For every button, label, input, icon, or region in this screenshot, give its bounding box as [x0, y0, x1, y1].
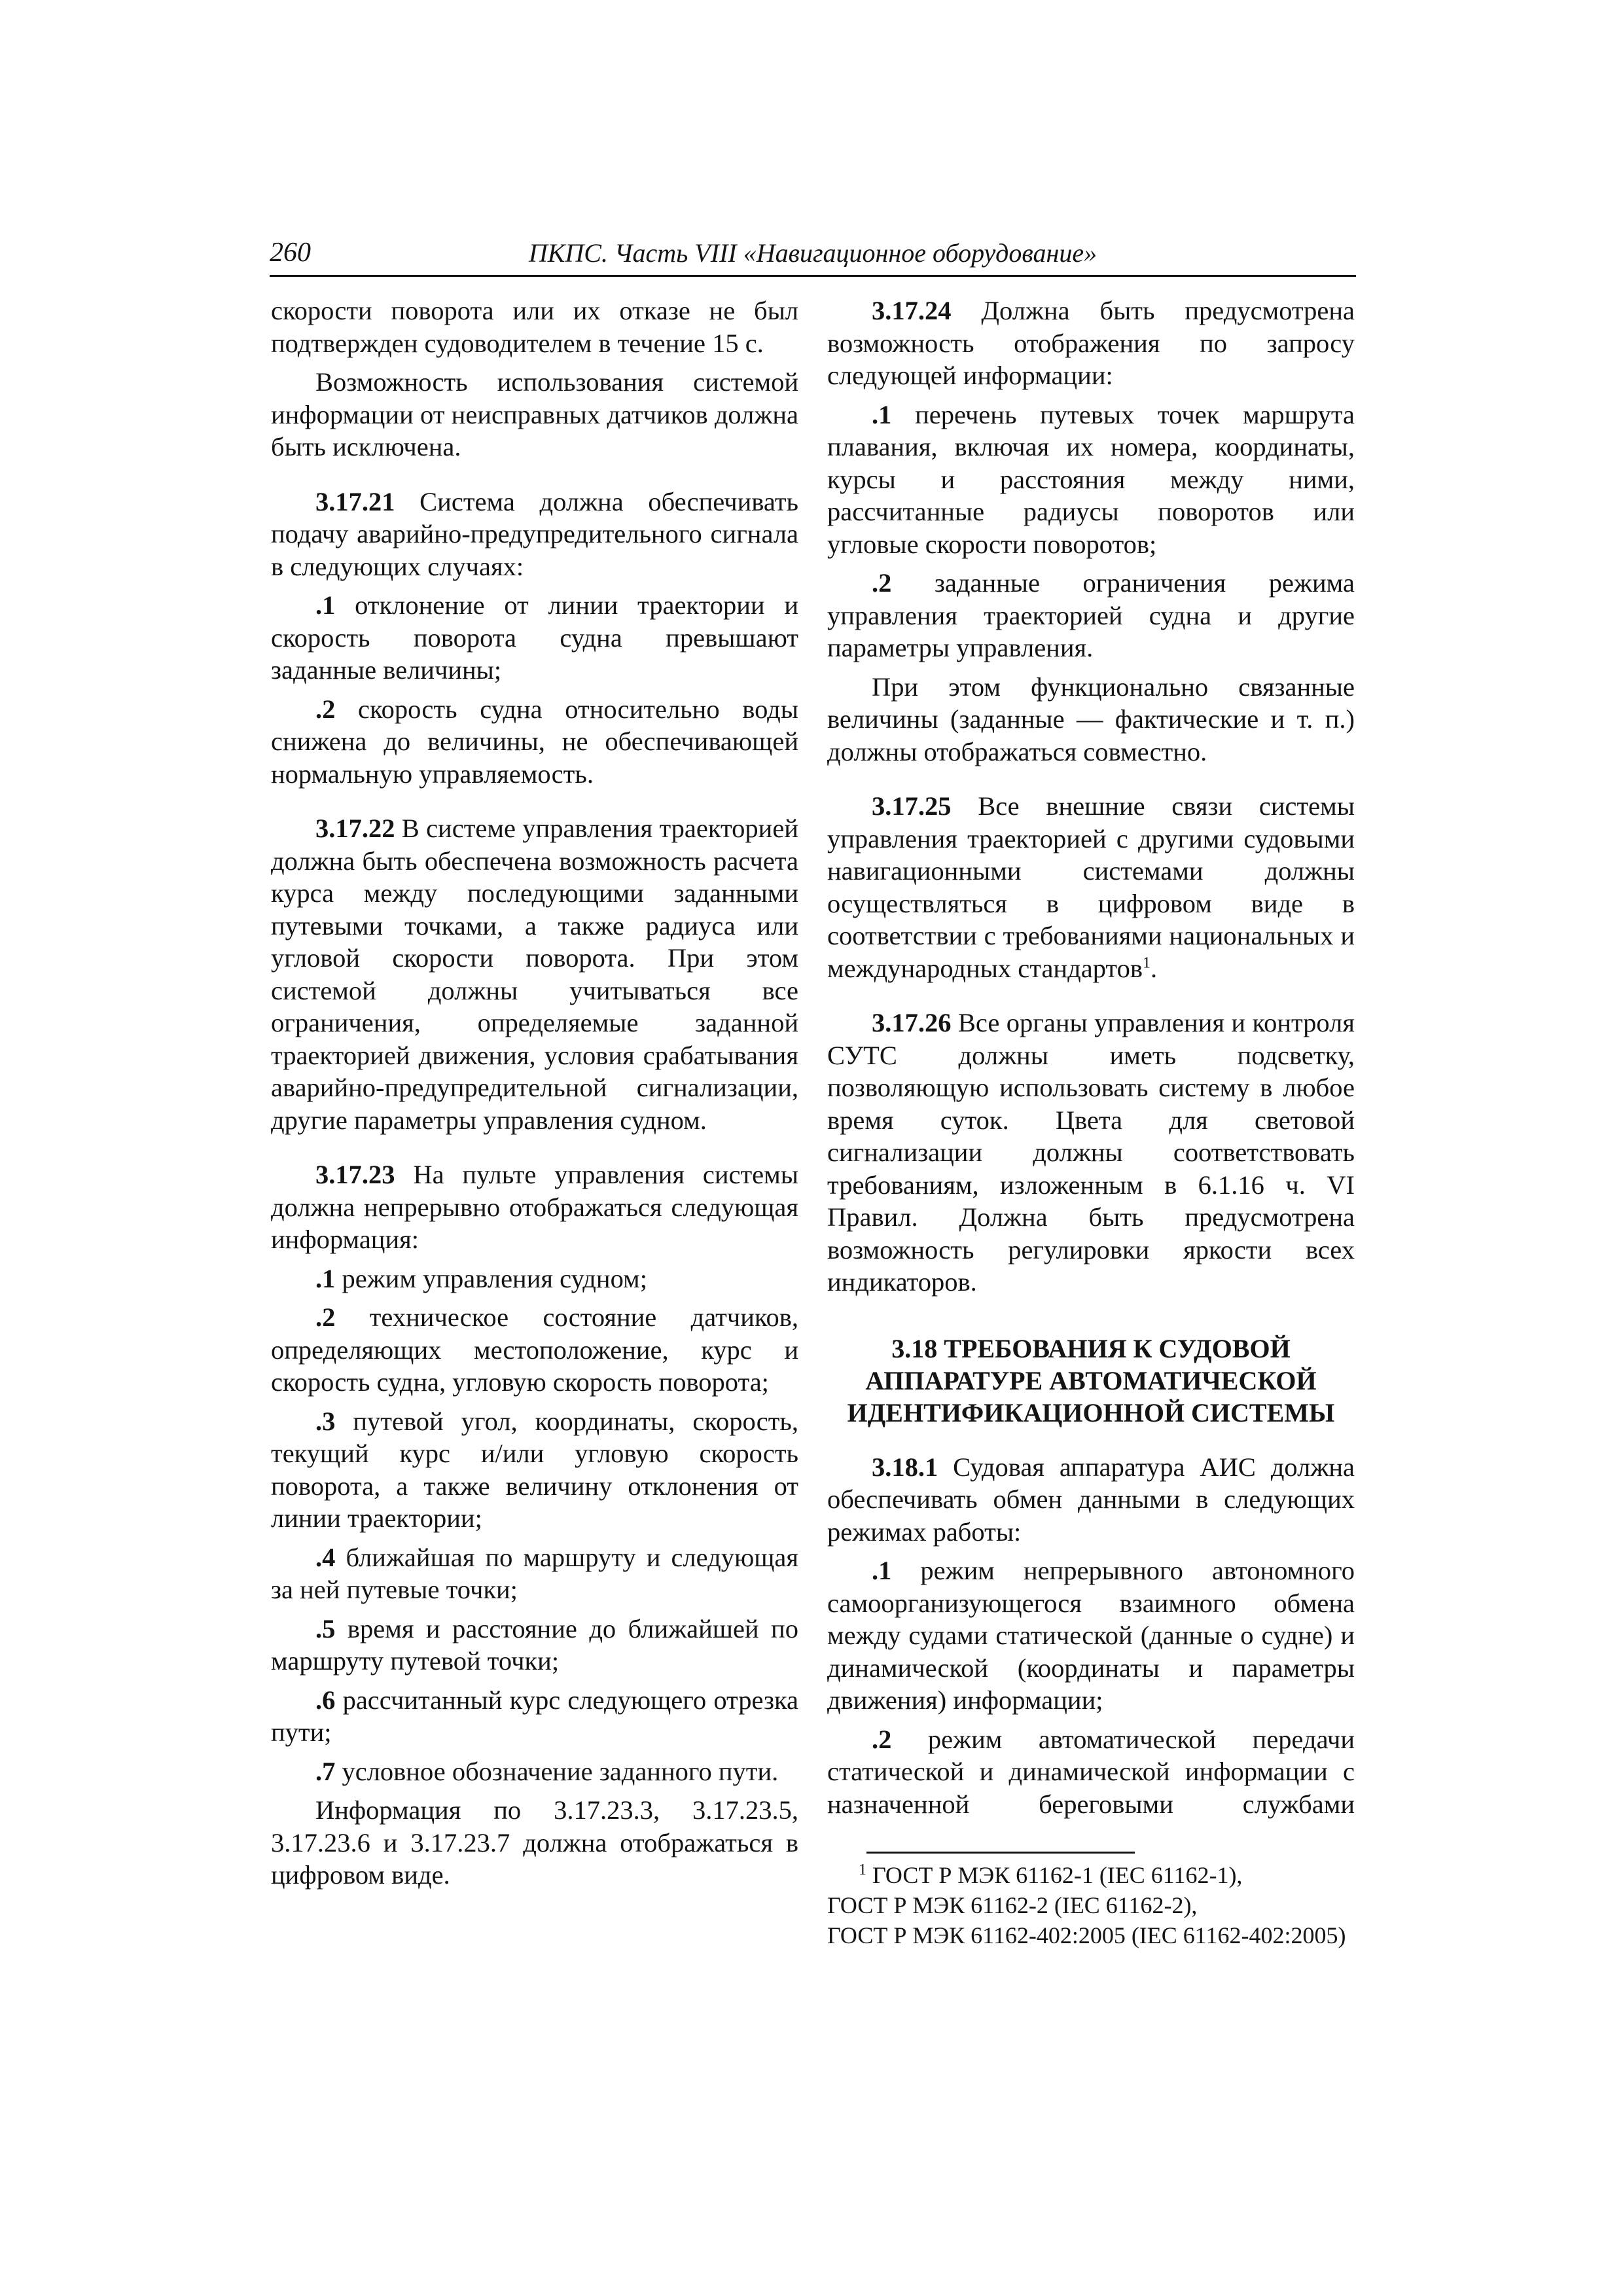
list-item — [271, 1541, 798, 1606]
list-item — [271, 1755, 798, 1788]
item-text: путевой угол, координаты, скорость, текущий курс и/или угловую скорость поворота, а также величину отклонения от линии траектории; — [271, 1406, 798, 1533]
list-item — [827, 1554, 1355, 1717]
item-number: .6 — [315, 1685, 336, 1715]
list-item — [271, 1301, 798, 1399]
footnote-marker: 1 — [859, 1861, 866, 1878]
item-text: отклонение от линии траектории и скорость поворота судна превышают заданные величины; — [271, 590, 798, 685]
heading-line: АППАРАТУРЕ АВТОМАТИЧЕСКОЙ — [865, 1365, 1317, 1395]
item-number: .2 — [315, 694, 336, 724]
clause-text: Все органы управления и контроля СУТС должны иметь подсветку, позволяющую использовать систему в любое время суток. Цвета для световой сигнализации должны соответствовать требованиям, изложенным в 6.1.16 ч. VI Правил. Должна быть предусмотрена возможность регулировки яркости всех индикаторов. — [827, 1008, 1355, 1297]
clause-text: Судовая аппаратура АИС должна обеспечивать обмен данными в следующих режимах работы: — [827, 1452, 1355, 1547]
list-item — [271, 1405, 798, 1535]
paragraph: скорости поворота или их отказе не был подтвержден судоводителем в течение 15 с. — [271, 296, 798, 358]
clause-3-17-21 — [271, 486, 798, 583]
footnote-line: ГОСТ Р МЭК 61162-402:2005 (IEC 61162-402:2005) — [827, 1922, 1346, 1948]
footnote-divider — [866, 1852, 1135, 1854]
list-item — [271, 1613, 798, 1677]
running-title: ПКПС. Часть VIII «Навигационное оборудование» — [528, 238, 1097, 268]
item-number: .4 — [315, 1542, 336, 1572]
item-number: .1 — [315, 590, 336, 620]
item-text: перечень путевых точек маршрута плавания, включая их номера, координаты, курсы и расстояния между ними, рассчитанные радиусы поворотов или угловые скорости поворотов; — [827, 399, 1355, 559]
item-number: .2 — [872, 1724, 892, 1754]
clause-number: 3.17.26 — [872, 1008, 952, 1037]
item-number: .1 — [315, 1263, 336, 1293]
clause-3-17-24 — [827, 295, 1355, 392]
clause-3-17-22 — [271, 812, 798, 1136]
section-heading-3-18 — [827, 1333, 1355, 1429]
item-number: .2 — [872, 568, 892, 598]
clause-number: 3.17.23 — [315, 1160, 395, 1189]
clause-text: На пульте управления системы должна непрерывно отображаться следующая информация: — [271, 1160, 798, 1254]
item-text: время и расстояние до ближайшей по маршруту путевой точки; — [271, 1613, 798, 1676]
paragraph: При этом функционально связанные величины (заданные — фактические и т. п.) должны отображаться совместно. — [827, 672, 1355, 766]
item-text: режим управления судном; — [335, 1263, 647, 1293]
clause-text: Система должна обеспечивать подачу аварийно-предупредительного сигнала в следующих случаях: — [271, 486, 798, 581]
clause-text: В системе управления траекторией должна быть обеспечена возможность расчета курса между последующими заданными путевыми точками, а также радиуса или угловой скорости поворота. При этом системой должны учитываться все ограничения, определяемые заданной траекторией движения, условия срабатывания аварийно-предупредительной сигнализации, другие параметры управления судном. — [271, 814, 798, 1135]
clause-text: Все внешние связи системы управления траекторией с другими судовыми навигационными системами должны осуществляться в цифровом виде в соответствии с требованиями национальных и международных стандартов — [827, 791, 1355, 983]
list-item — [271, 693, 798, 791]
item-number: .1 — [872, 399, 892, 429]
item-text: режим непрерывного автономного самоорганизующегося взаимного обмена между судами статической (данные о судне) и динамической (координаты и параметры движения) информации; — [827, 1556, 1355, 1715]
list-item — [827, 567, 1355, 664]
list-item — [827, 1723, 1355, 1821]
clause-number: 3.17.24 — [872, 296, 952, 325]
clause-3-17-25 — [827, 790, 1355, 984]
item-text: скорость судна относительно воды снижена до величины, не обеспечивающей нормальную управляемость. — [271, 694, 798, 789]
footnote-line: ГОСТ Р МЭК 61162-1 (IEC 61162-1), — [866, 1862, 1243, 1888]
clause-number: 3.18.1 — [872, 1452, 938, 1482]
list-item — [271, 1684, 798, 1749]
clause-end: . — [1150, 953, 1158, 983]
item-text: режим автоматической передачи статической и динамической информации с назначенной береговыми службами — [827, 1724, 1355, 1819]
left-column — [271, 295, 798, 1892]
footnote-ref: 1 — [1142, 954, 1150, 971]
footnote — [827, 1860, 1355, 1950]
list-item — [271, 1263, 798, 1295]
list-item — [271, 589, 798, 687]
item-text: рассчитанный курс следующего отрезка пути; — [271, 1685, 798, 1747]
item-number: .3 — [315, 1406, 336, 1436]
clause-3-18-1 — [827, 1451, 1355, 1549]
footnote-line: ГОСТ Р МЭК 61162-2 (IEC 61162-2), — [827, 1892, 1198, 1918]
paragraph: Информация по 3.17.23.3, 3.17.23.5, 3.17.23.6 и 3.17.23.7 должна отображаться в цифровом виде. — [271, 1795, 798, 1890]
clause-3-17-23 — [271, 1158, 798, 1256]
clause-number: 3.17.21 — [315, 486, 395, 516]
item-text: условное обозначение заданного пути. — [335, 1756, 779, 1786]
page-header — [270, 236, 1356, 277]
heading-line: 3.18 ТРЕБОВАНИЯ К СУДОВОЙ — [891, 1333, 1291, 1363]
item-number: .2 — [315, 1302, 336, 1332]
clause-number: 3.17.22 — [315, 814, 395, 843]
clause-number: 3.17.25 — [872, 791, 952, 821]
right-column — [827, 295, 1355, 1950]
item-number: .1 — [872, 1556, 892, 1585]
item-number: .7 — [315, 1756, 336, 1786]
item-text: техническое состояние датчиков, определяющих местоположение, курс и скорость судна, угловую скорость поворота; — [271, 1302, 798, 1397]
clause-3-17-26 — [827, 1007, 1355, 1299]
item-text: ближайшая по маршруту и следующая за ней путевые точки; — [271, 1542, 798, 1604]
clause-text: Должна быть предусмотрена возможность отображения по запросу следующей информации: — [827, 296, 1355, 390]
heading-line: ИДЕНТИФИКАЦИОННОЙ СИСТЕМЫ — [847, 1397, 1335, 1427]
list-item — [827, 399, 1355, 561]
item-text: заданные ограничения режима управления траекторией судна и другие параметры управления. — [827, 568, 1355, 662]
paragraph: Возможность использования системой информации от неисправных датчиков должна быть исключена. — [271, 367, 798, 461]
page-number: 260 — [270, 238, 311, 268]
item-number: .5 — [315, 1613, 336, 1643]
